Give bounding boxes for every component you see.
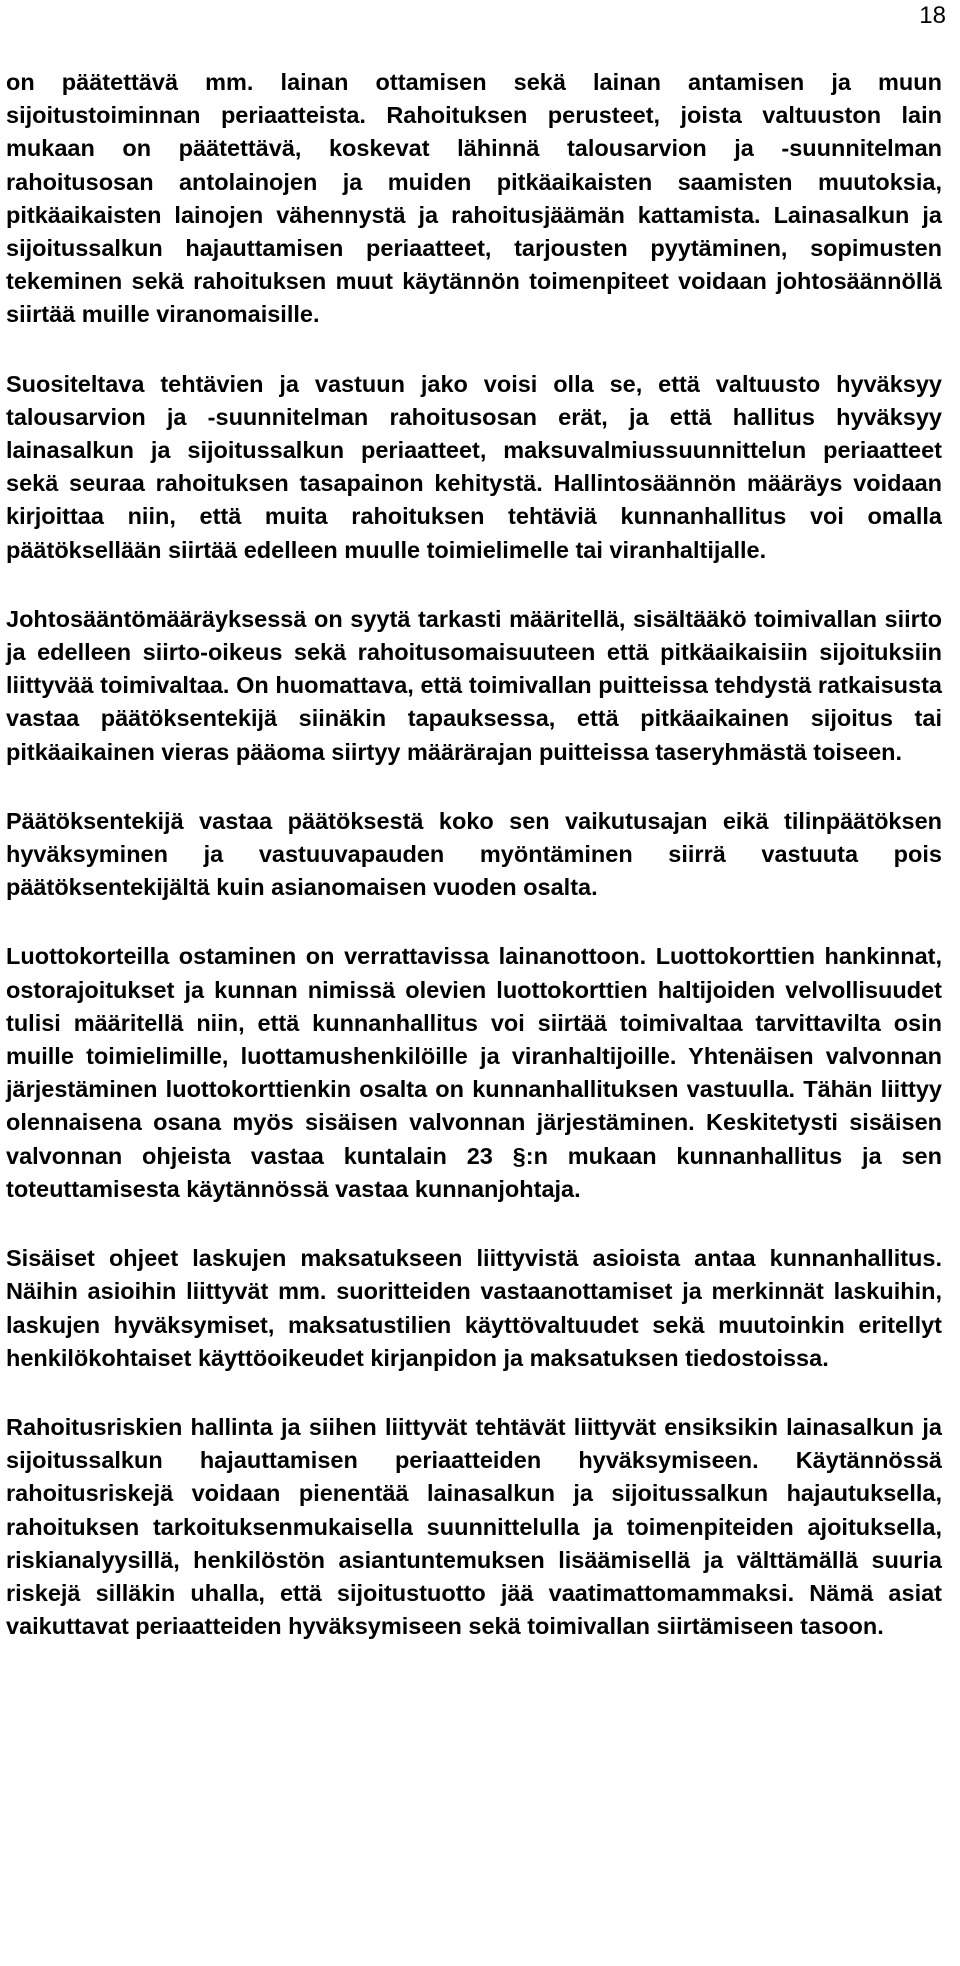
paragraph-2: Suositeltava tehtävien ja vastuun jako voisi olla se, että valtuusto hyväksyy talousarvion ja -suunnitelman rahoitusosan erät, ja että hallitus hyväksyy lainasalkun ja sijoitussalkun periaatteet, maksuvalmiussuunnittelun periaatteet sekä seuraa rahoituksen tasapainon kehitystä. Hallintosäännön määräys voidaan kirjoittaa niin, että muita rahoituksen tehtäviä kunnanhallitus voi omalla päätöksellään siirtää edelleen muulle toimielimelle tai viranhaltijalle. <box>6 370 942 563</box>
page-number: 18 <box>919 2 946 29</box>
document-body <box>6 66 942 1679</box>
paragraph-7: Rahoitusriskien hallinta ja siihen liittyvät tehtävät liittyvät ensiksikin lainasalkun ja sijoitussalkun hajauttamisen periaatteiden hyväksymiseen. Käytännössä rahoitusriskejä voidaan pienentää lainasalkun ja sijoitussalkun hajautuksella, rahoituksen tarkoituksenmukaisella suunnittelulla ja toimenpiteiden ajoituksella, riskianalyysillä, henkilöstön asiantuntemuksen lisäämisellä ja välttämällä suuria riskejä silläkin uhalla, että sijoitustuotto jää vaatimattomammaksi. Nämä asiat vaikuttavat periaatteiden hyväksymiseen sekä toimivallan siirtämiseen tasoon. <box>6 1413 942 1640</box>
paragraph-3: Johtosääntömääräyksessä on syytä tarkasti määritellä, sisältääkö toimivallan siirto ja edelleen siirto-oikeus sekä rahoitusomaisuuteen että pitkäaikaisiin sijoituksiin liittyvää toimivaltaa. On huomattava, että toimivallan puitteissa tehdystä ratkaisusta vastaa päätöksentekijä siinäkin tapauksessa, että pitkäaikainen sijoitus tai pitkäaikainen vieras pääoma siirtyy määrärajan puitteissa taseryhmästä toiseen. <box>6 605 942 765</box>
paragraph-4: Päätöksentekijä vastaa päätöksestä koko sen vaikutusajan eikä tilinpäätöksen hyväksyminen ja vastuuvapauden myöntäminen siirrä vastuuta pois päätöksentekijältä kuin asianomaisen vuoden osalta. <box>6 807 942 901</box>
paragraph-6: Sisäiset ohjeet laskujen maksatukseen liittyvistä asioista antaa kunnanhallitus. Näihin asioihin liittyvät mm. suoritteiden vastaanottamiset ja merkinnät laskuihin, laskujen hyväksymiset, maksatustilien käyttövaltuudet sekä muutoinkin eritellyt henkilökohtaiset käyttöoikeudet kirjanpidon ja maksatuksen tiedostoissa. <box>6 1245 942 1371</box>
paragraph-5: Luottokorteilla ostaminen on verrattavissa lainanottoon. Luottokorttien hankinnat, ostorajoitukset ja kunnan nimissä olevien luottokorttien haltijoiden velvollisuudet tulisi määritellä niin, että kunnanhallitus voi siirtää toimivaltaa tarvittavilta osin muille toimielimille, luottamushenkilöille ja viranhaltijoille. Yhtenäisen valvonnan järjestäminen luottokorttienkin osalta on kunnanhallituksen vastuulla. Tähän liittyy olennaisena osana myös sisäisen valvonnan järjestäminen. Keskitetysti sisäisen valvonnan ohjeista vastaa kuntalain 23 §:n mukaan kunnanhallitus ja sen toteuttamisesta käytännössä vastaa kunnanjohtaja. <box>6 943 942 1202</box>
paragraph-1: on päätettävä mm. lainan ottamisen sekä lainan antamisen ja muun sijoitustoiminnan periaatteista. Rahoituksen perusteet, joista valtuuston lain mukaan on päätettävä, koskevat lähinnä talousarvion ja -suunnitelman rahoitusosan antolainojen ja muiden pitkäaikaisten saamisten muutoksia, pitkäaikaisten lainojen vähennystä ja rahoitusjäämän kattamista. Lainasalkun ja sijoitussalkun hajauttamisen periaatteet, tarjousten pyytäminen, sopimusten tekeminen sekä rahoituksen muut käytännön toimenpiteet voidaan johtosäännöllä siirtää muille viranomaisille. <box>6 69 942 328</box>
